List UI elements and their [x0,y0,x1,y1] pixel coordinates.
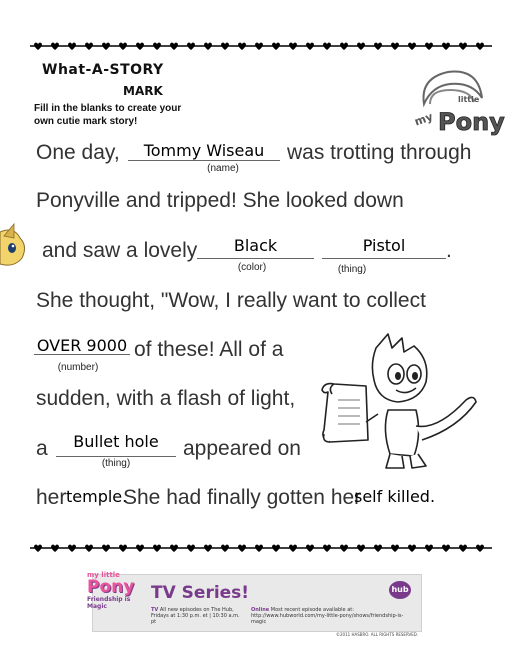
caption-thing2: (thing) [101,458,131,469]
heart-ornament-icon [238,545,246,553]
blank-thing1-underline [322,258,446,259]
heart-ornament-icon [68,545,76,553]
story-line-8-start: her [36,486,67,509]
heart-ornament-icon [408,43,416,51]
heart-ornament-icon [459,545,467,553]
heart-ornament-icon [476,43,484,51]
heart-ornament-icon [357,43,365,51]
heart-ornament-icon [340,43,348,51]
heart-ornament-icon [102,545,110,553]
story-line-7-start: a [36,437,48,460]
heart-ornament-icon [153,545,161,553]
logo-text-pony: Pony [438,108,505,136]
banner-tv-lead: TV [151,607,159,613]
heart-ornament-icon [306,545,314,553]
story-line-7-end: appeared on [183,437,301,460]
story-line-1-end: was trotting through [287,141,472,164]
my-little-pony-logo [410,64,505,142]
heart-ornament-icon [204,545,212,553]
heart-ornament-icon [442,43,450,51]
banner-heading: TV Series! [151,583,250,603]
caption-thing1: (thing) [337,264,367,275]
heart-ornament-icon [34,545,42,553]
banner-online-lead: Online [251,607,270,613]
fill-number: OVER 9000 [36,336,128,355]
heart-ornament-icon [442,545,450,553]
heart-ornament-icon [102,43,110,51]
heart-ornament-icon [391,545,399,553]
caption-color: (color) [237,262,267,273]
heart-ornament-icon [391,43,399,51]
heart-ornament-icon [136,43,144,51]
bottom-decorative-border [30,542,492,554]
instructions-text: Fill in the blanks to create your own cutie mark story! [34,103,182,127]
heart-ornament-icon [34,43,42,51]
spike-dragon-illustration-icon [318,330,478,476]
heart-ornament-icon [85,43,93,51]
heart-ornament-icon [289,545,297,553]
banner-brand-line3: Friendship is Magic [87,596,131,610]
logo-text-little: little [458,95,480,104]
pony-face-sticker-icon [0,222,28,272]
caption-number: (number) [57,362,99,373]
heart-ornament-icon [187,43,195,51]
worksheet-title-line2: MARK [123,84,163,98]
heart-ornament-icon [204,43,212,51]
heart-ornament-icon [425,545,433,553]
story-line-3-start: and saw a lovely [42,239,198,262]
heart-ornament-icon [153,43,161,51]
hub-logo-icon: hub [389,581,411,599]
heart-ornament-icon [136,545,144,553]
heart-ornament-icon [255,545,263,553]
copyright-text: ©2011 HASBRO. ALL RIGHTS RESERVED. [336,632,419,637]
heart-ornament-icon [238,43,246,51]
heart-ornament-icon [221,43,229,51]
heart-ornament-icon [374,545,382,553]
banner-brand-line1: my little [87,571,120,579]
heart-ornament-icon [272,545,280,553]
banner-mlp-logo [87,571,147,610]
heart-ornament-icon [357,545,365,553]
tv-series-banner [87,571,422,632]
story-line-1-start: One day, [36,141,120,164]
heart-ornament-icon [255,43,263,51]
story-line-3-period: . [446,239,452,262]
heart-ornament-icon [51,43,59,51]
fill-ending: self killed. [354,487,436,506]
fill-color: Black [233,236,278,255]
heart-ornament-icon [51,545,59,553]
story-line-2: Ponyville and tripped! She looked down [36,189,404,212]
heart-ornament-icon [340,545,348,553]
heart-ornament-icon [187,545,195,553]
top-decorative-border [30,40,492,52]
fill-thing2: Bullet hole [73,432,159,451]
logo-text-my: my [412,109,435,129]
banner-brand-line2: Pony [87,577,135,597]
heart-ornament-icon [119,545,127,553]
heart-ornament-icon [119,43,127,51]
heart-ornament-icon [374,43,382,51]
heart-ornament-icon [476,545,484,553]
heart-ornament-icon [170,545,178,553]
heart-ornament-icon [459,43,467,51]
caption-name: (name) [207,163,239,174]
banner-tv-info [151,607,243,625]
heart-ornament-icon [425,43,433,51]
heart-ornament-icon [170,43,178,51]
banner-tv-text: All new episodes on The Hub, Fridays at 1:30 p.m. et | 10:30 a.m. pt [151,607,240,625]
heart-ornament-icon [408,545,416,553]
story-line-6: sudden, with a flash of light, [36,387,296,410]
blank-thing2-underline [56,456,176,457]
fill-place: temple. [66,487,128,506]
heart-ornament-icon [306,43,314,51]
fill-thing1: Pistol [362,236,406,255]
blank-color-underline [197,258,314,259]
banner-online-info [251,607,417,625]
heart-ornament-icon [323,545,331,553]
blank-name-underline [128,160,280,161]
story-line-4: She thought, "Wow, I really want to collect [36,289,426,312]
heart-ornament-icon [221,545,229,553]
story-line-8-middle: She had finally gotten her [123,486,362,509]
heart-ornament-icon [323,43,331,51]
story-line-5: of these! All of a [134,338,284,361]
heart-ornament-icon [85,545,93,553]
heart-ornament-icon [289,43,297,51]
banner-online-text: Most recent episode available at: http://www.hubworld.com/my-little-pony/shows/friendship-is-magic [251,607,404,625]
worksheet-title: What-A-STORY [42,62,164,78]
heart-ornament-icon [272,43,280,51]
fill-name: Tommy Wiseau [143,141,265,160]
heart-ornament-icon [68,43,76,51]
